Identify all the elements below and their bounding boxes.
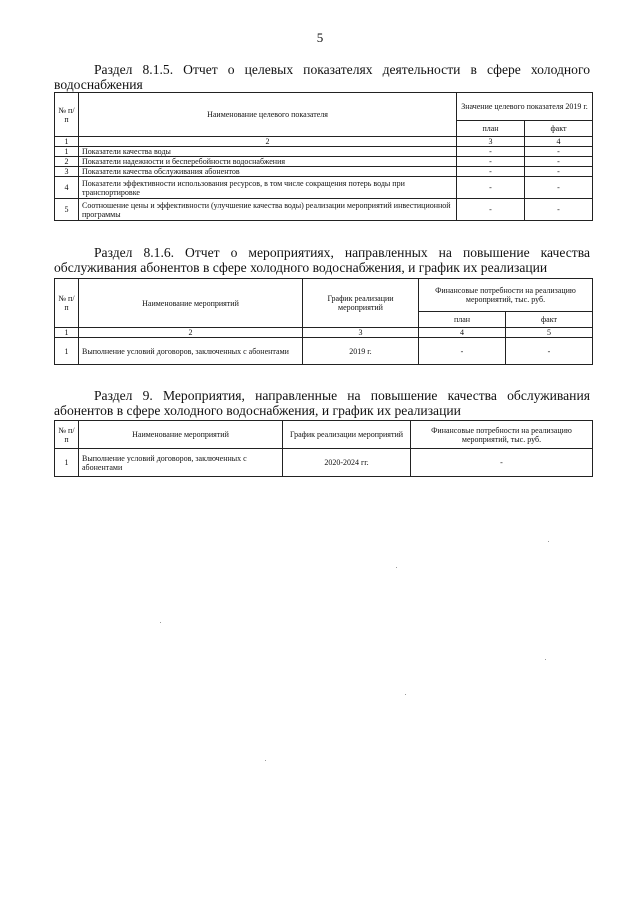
row-num: 1 <box>55 338 79 365</box>
row-fact: - <box>506 338 593 365</box>
header-finance: Финансовые потребности на реализацию мероприятий, тыс. руб. <box>419 279 593 312</box>
row-fact: - <box>525 199 593 221</box>
row-name: Соотношение цены и эффективности (улучшение качества воды) реализации мероприятий инвестиционной программы <box>79 199 457 221</box>
row-fact: - <box>525 177 593 199</box>
page-number: 5 <box>316 30 324 45</box>
row-name: Показатели эффективности использования ресурсов, в том числе сокращения потерь воды при транспортировке <box>79 177 457 199</box>
col-number: 3 <box>457 137 525 147</box>
col-number: 5 <box>506 328 593 338</box>
row-plan: - <box>457 167 525 177</box>
row-name: Выполнение условий договоров, заключенных с абонентами <box>79 449 283 477</box>
col-number: 3 <box>303 328 419 338</box>
header-measure-name: Наименование мероприятий <box>79 421 283 449</box>
row-plan: - <box>457 147 525 157</box>
table-row <box>55 449 593 477</box>
table-row <box>55 338 593 365</box>
row-fact: - <box>525 167 593 177</box>
header-fact: факт <box>506 312 593 328</box>
planned-measures-table <box>54 420 593 477</box>
col-number: 4 <box>419 328 506 338</box>
row-fact: - <box>525 157 593 167</box>
row-name: Показатели надежности и бесперебойности водоснабжения <box>79 157 457 167</box>
scan-speck <box>405 694 406 695</box>
row-schedule: 2020-2024 гг. <box>283 449 411 477</box>
target-indicators-table <box>54 92 593 221</box>
scan-speck <box>396 567 397 568</box>
row-plan: - <box>457 157 525 167</box>
row-plan: - <box>457 199 525 221</box>
header-indicator-name: Наименование целевого показателя <box>79 93 457 137</box>
row-schedule: 2019 г. <box>303 338 419 365</box>
row-num: 2 <box>55 157 79 167</box>
row-num: 4 <box>55 177 79 199</box>
row-num: 1 <box>55 449 79 477</box>
table-row <box>55 147 593 157</box>
header-finance: Финансовые потребности на реализацию мероприятий, тыс. руб. <box>411 421 593 449</box>
header-plan: план <box>457 121 525 137</box>
header-schedule: График реализации мероприятий <box>303 279 419 328</box>
service-measures-report-table <box>54 278 593 365</box>
header-schedule: График реализации мероприятий <box>283 421 411 449</box>
table-row <box>55 167 593 177</box>
col-number: 1 <box>55 137 79 147</box>
scan-speck <box>265 760 266 761</box>
row-name: Показатели качества воды <box>79 147 457 157</box>
col-number: 1 <box>55 328 79 338</box>
row-name: Показатели качества обслуживания абонентов <box>79 167 457 177</box>
header-num: № п/п <box>55 279 79 328</box>
header-fact: факт <box>525 121 593 137</box>
row-plan: - <box>457 177 525 199</box>
header-target-value: Значение целевого показателя 2019 г. <box>457 93 593 121</box>
row-num: 3 <box>55 167 79 177</box>
table-row <box>55 177 593 199</box>
row-plan: - <box>419 338 506 365</box>
header-measure-name: Наименование мероприятий <box>79 279 303 328</box>
section-9-heading: Раздел 9. Мероприятия, направленные на повышение качества обслуживания абонентов в сфере холодного водоснабжения, и график их реализации <box>54 388 590 418</box>
row-name: Выполнение условий договоров, заключенных с абонентами <box>79 338 303 365</box>
header-num: № п/п <box>55 421 79 449</box>
row-fact: - <box>525 147 593 157</box>
section-8-1-5-heading: Раздел 8.1.5. Отчет о целевых показателях деятельности в сфере холодного водоснабжения <box>54 62 590 92</box>
section-8-1-6-heading: Раздел 8.1.6. Отчет о мероприятиях, направленных на повышение качества обслуживания абонентов в сфере холодного водоснабжения, и график их реализации <box>54 245 590 275</box>
table-row <box>55 157 593 167</box>
row-num: 1 <box>55 147 79 157</box>
scan-speck <box>160 622 161 623</box>
header-plan: план <box>419 312 506 328</box>
header-num: № п/п <box>55 93 79 137</box>
col-number: 2 <box>79 137 457 147</box>
col-number: 4 <box>525 137 593 147</box>
row-num: 5 <box>55 199 79 221</box>
table-row <box>55 199 593 221</box>
scan-speck <box>548 541 549 542</box>
col-number: 2 <box>79 328 303 338</box>
row-finance: - <box>411 449 593 477</box>
scan-speck <box>545 659 546 660</box>
